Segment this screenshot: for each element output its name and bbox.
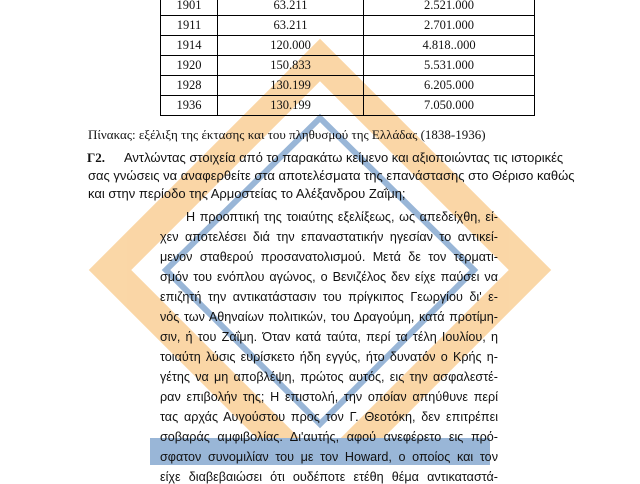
- table-cell-area: 120.000: [218, 36, 364, 56]
- question-line: σας γνώσεις να αναφερθείτε στα αποτελέσματα της επανάστασης στο Θέρισο καθώς: [88, 168, 575, 183]
- quote-line: μενον σταθερού προσανατολισμού. Μετά δε τον τερματι-: [160, 250, 498, 264]
- quote-line: σιν, ή του Ζαΐμη. Όταν κατά ταύτα, περί τα τέλη Ιουλίου, η: [160, 330, 498, 344]
- quote-line: σμόν του ενόπλου αγώνος, ο Βενιζέλος δεν είχε παύσει να: [160, 270, 498, 284]
- table-cell-population: 2.701.000: [364, 16, 535, 36]
- table-row: [161, 76, 535, 96]
- table-cell-population: 5.531.000: [364, 56, 535, 76]
- table-cell-year: 1911: [161, 16, 218, 36]
- table-row: [161, 96, 535, 116]
- quote-line: τας αρχάς Αυγούστου προς τον Γ. Θεοτόκη, δεν επιτρέπει: [160, 410, 498, 424]
- question-number: Γ2.: [87, 150, 106, 165]
- table-cell-area: 150.833: [218, 56, 364, 76]
- table-row: [161, 16, 535, 36]
- quote-line: γέτης να μη αποβλέψη, πρώτος αυτός, εις την ασφαλεστέ-: [160, 370, 498, 384]
- table-cell-area: 63.211: [218, 16, 364, 36]
- table-cell-area: 63.211: [218, 0, 364, 16]
- quote-line: τοιαύτη λύσις ευρίσκετο ήδη εγγύς, ήτο δυνατόν ο Κρής η-: [160, 350, 498, 364]
- quote-line: χεν αποτελέσει διά την επαναστατικήν ηγεσίαν το αντικεί-: [160, 230, 498, 244]
- table-cell-year: 1901: [161, 0, 218, 16]
- quote-line: ραν επιβολήν της; Η επιστολή, την οποίαν απηύθυνε περί: [160, 390, 498, 404]
- quote-line: σοβαράς αμφιβολίας. Δι'αυτής, αφού ανεφέρετο εις πρό-: [160, 430, 498, 444]
- table-row: [161, 36, 535, 56]
- table-cell-population: 4.818..000: [364, 36, 535, 56]
- question-line: και στην περίοδο της Αρμοστείας το Αλέξανδρου Ζαΐμη;: [88, 186, 406, 201]
- table-row: [161, 56, 535, 76]
- table-cell-population: 7.050.000: [364, 96, 535, 116]
- question-line: Αντλώντας στοιχεία από το παρακάτω κείμενο και αξιοποιώντας τις ιστορικές: [124, 150, 564, 165]
- quote-line: είχε διαβεβαιώσει ότι ουδέποτε ετέθη θέμα αντικαταστά-: [160, 470, 498, 484]
- table-cell-area: 130.199: [218, 76, 364, 96]
- table-cell-population: 2.521.000: [364, 0, 535, 16]
- table-cell-area: 130.199: [218, 96, 364, 116]
- population-table: [160, 0, 535, 116]
- table-cell-year: 1920: [161, 56, 218, 76]
- table-cell-year: 1936: [161, 96, 218, 116]
- table-caption: Πίνακας: εξέλιξη της έκτασης και του πληθυσμού της Ελλάδας (1838-1936): [88, 127, 486, 142]
- quote-line: νός των Αθηναίων πολιτικών, του Δραγούμη, κατά προτίμη-: [160, 310, 498, 324]
- quote-line: επιζητή την αντικατάστασιν του πρίγκιπος Γεωργίου δι' ε-: [160, 290, 498, 304]
- table-cell-year: 1928: [161, 76, 218, 96]
- table-cell-year: 1914: [161, 36, 218, 56]
- table-row: [161, 0, 535, 16]
- table-cell-population: 6.205.000: [364, 76, 535, 96]
- quote-line: Η προοπτική της τοιαύτης εξελίξεως, ως απεδείχθη, εί-: [186, 210, 498, 224]
- quote-line: σφατον συνομιλίαν του με τον Howard, ο οποίος και τον: [160, 450, 498, 464]
